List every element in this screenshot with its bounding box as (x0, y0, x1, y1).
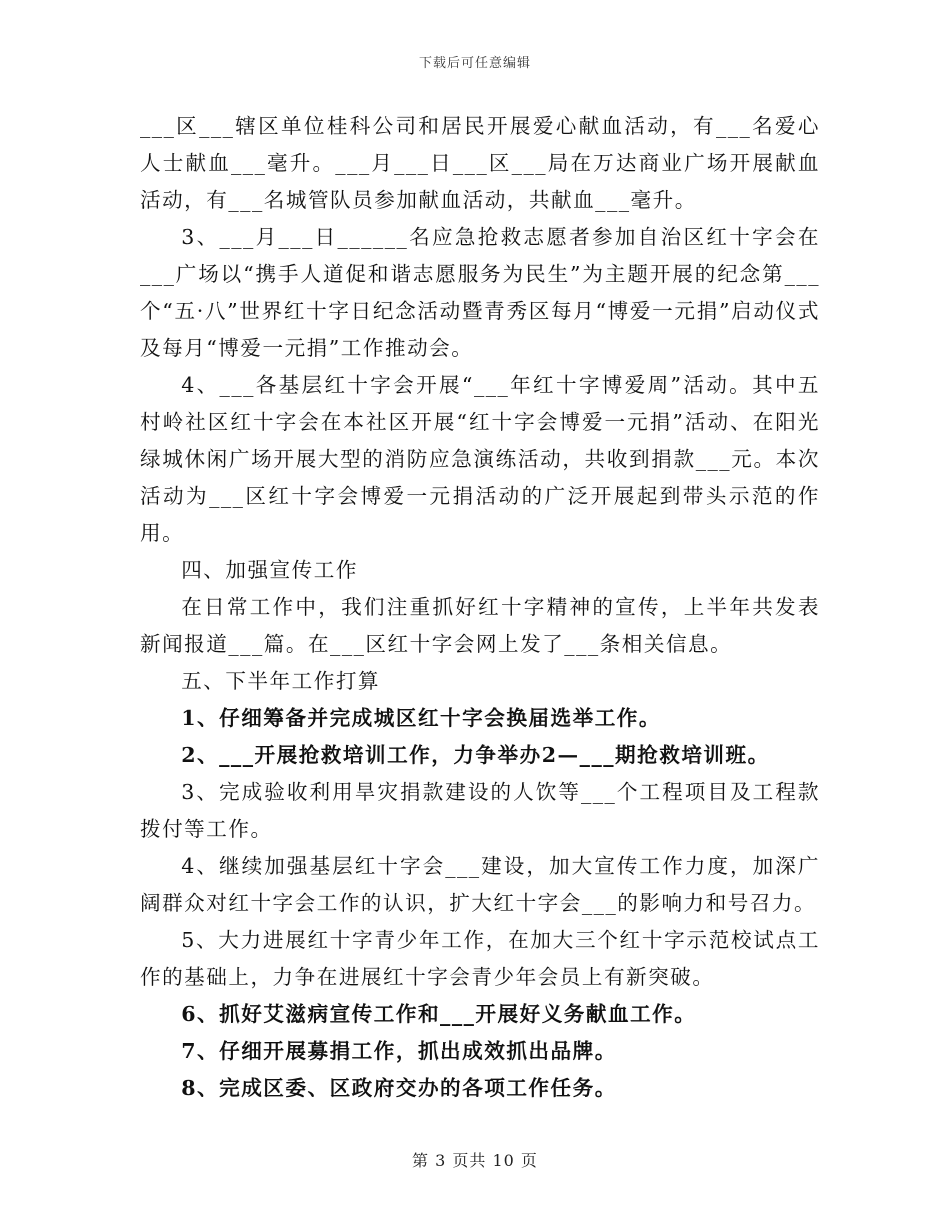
plan-item-1: 1、仔细筹备并完成城区红十字会换届选举工作。 (181, 706, 661, 730)
plan-item-7: 7、仔细开展募捐工作，抓出成效抓出品牌。 (181, 1039, 617, 1063)
paragraph-publicity: 在日常工作中，我们注重抓好红十字精神的宣传，上半年共发表新闻报道___篇。在___区红十字会网上发了___条相关信息。 (140, 595, 820, 656)
paragraph-item-4: 4、___各基层红十字会开展“___年红十字博爱周”活动。其中五村岭社区红十字会在本社区开展“红十字会博爱一元捐”活动、在阳光绿城休闲广场开展大型的消防应急演练活动，共收到捐款___元。本次活动为___区红十字会博爱一元捐活动的广泛开展起到带头示范的作用。 (140, 373, 820, 545)
page-footer: 第 3 页共 10 页 (412, 1151, 538, 1170)
plan-item-2: 2、___开展抢救培训工作，力争举办2—___期抢救培训班。 (181, 743, 770, 767)
paragraph-blood-donation: ___区___辖区单位桂科公司和居民开展爱心献血活动，有___名爱心人士献血___毫升。___月___日___区___局在万达商业广场开展献血活动，有___名城管队员参加献血活动，共献血___毫升。 (140, 114, 820, 212)
plan-item-6: 6、抓好艾滋病宣传工作和___开展好义务献血工作。 (181, 1002, 697, 1026)
plan-item-5: 5、大力进展红十字青少年工作，在加大三个红十字示范校试点工作的基础上，力争在进展红十字会青少年会员上有新突破。 (140, 928, 820, 989)
section-heading-plan: 五、下半年工作打算 (181, 669, 381, 693)
paragraph-item-3: 3、___月___日______名应急抢救志愿者参加自治区红十字会在___广场以“携手人道促和谐志愿服务为民生”为主题开展的纪念第___个“五·八”世界红十字日纪念活动暨青秀区每月“博爱一元捐”启动仪式及每月“博爱一元捐”工作推动会。 (140, 225, 820, 360)
plan-item-3: 3、完成验收利用旱灾捐款建设的人饮等___个工程项目及工程款拨付等工作。 (140, 780, 820, 841)
document-body (140, 108, 820, 1107)
plan-item-4: 4、继续加强基层红十字会___建设，加大宣传工作力度，加深广阔群众对红十字会工作的认识，扩大红十字会___的影响力和号召力。 (140, 854, 820, 915)
section-heading-publicity: 四、加强宣传工作 (181, 558, 358, 582)
header-note: 下载后可任意编辑 (418, 56, 531, 71)
plan-item-8: 8、完成区委、区政府交办的各项工作任务。 (181, 1076, 617, 1100)
